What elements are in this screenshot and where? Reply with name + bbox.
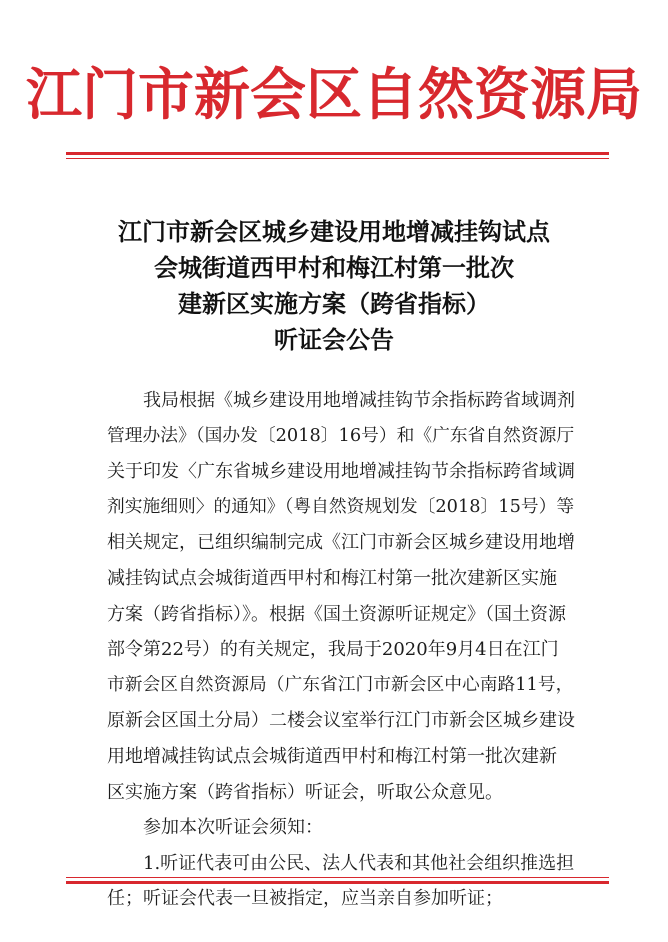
document-title [60,214,608,358]
title-line-1: 江门市新会区城乡建设用地增减挂钩试点 [118,217,550,246]
body-line: 市新会区自然资源局（广东省江门市新会区中心南路11号， [107,674,574,695]
body-line: 管理办法》（国办发〔2018〕16号）和《广东省自然资源厅 [107,425,575,446]
body-line: 原新会区国土分局）二楼会议室举行江门市新会区城乡建设 [107,710,575,732]
title-line-4: 听证会公告 [274,325,394,354]
body-line: 用地增减挂钩试点会城街道西甲村和梅江村第一批次建新 [107,745,557,767]
body-line: 关于印发〈广东省城乡建设用地增减挂钩节余指标跨省域调 [107,461,575,483]
title-line-2: 会城街道西甲村和梅江村第一批次 [154,253,514,282]
title-line-3: 建新区实施方案（跨省指标） [178,289,490,318]
body-line: 相关规定，已组织编制完成《江门市新会区城乡建设用地增 [107,532,575,554]
letterhead-rule-thin [66,158,609,159]
document-body [107,383,578,917]
body-line: 1.听证代表可由公民、法人代表和其他社会组织推选担 [143,852,575,874]
body-line: 方案（跨省指标）》。根据《国土资源听证规定》（国土资源 [107,603,566,625]
body-line: 部令第22号）的有关规定，我局于2020年9月4日在江门 [107,639,559,661]
org-name: 江门市新会区自然资源局 [26,63,642,128]
body-line: 参加本次听证会须知： [143,817,323,839]
footer-rule-thick [66,881,609,884]
body-line: 区实施方案（跨省指标）听证会，听取公众意见。 [107,781,503,803]
body-line: 减挂钩试点会城街道西甲村和梅江村第一批次建新区实施 [107,567,557,589]
body-line: 我局根据《城乡建设用地增减挂钩节余指标跨省域调剂 [143,390,575,411]
footer-rule-thin [66,877,609,878]
body-line: 剂实施细则〉的通知》（粤自然资规划发〔2018〕15号）等 [107,496,575,517]
body-line: 任；听证会代表一旦被指定，应当亲自参加听证； [107,888,503,910]
letterhead-rule-thick [66,152,609,155]
